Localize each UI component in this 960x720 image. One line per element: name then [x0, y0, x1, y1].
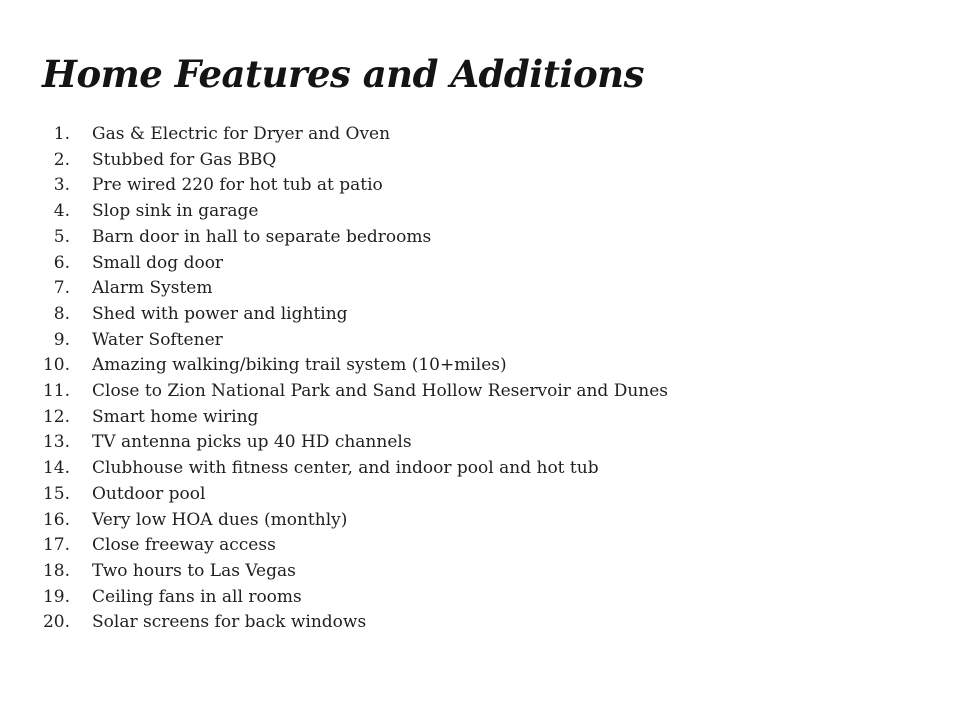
list-item [0, 225, 668, 251]
list-item [0, 533, 668, 559]
list-item-number: 16. [42, 509, 70, 530]
list-item [0, 302, 668, 328]
list-item-text: Two hours to Las Vegas [92, 560, 296, 581]
list-item-number: 11. [42, 381, 70, 402]
list-item-text: Smart home wiring [92, 406, 259, 427]
list-item [0, 379, 668, 405]
list-item-number: 12. [42, 406, 70, 427]
list-item [0, 430, 668, 456]
list-item-text: Barn door in hall to separate bedrooms [92, 226, 432, 247]
list-item-number: 9. [53, 329, 70, 350]
list-item [0, 199, 668, 225]
list-item-number: 10. [42, 355, 70, 376]
list-item [0, 559, 668, 585]
features-list [0, 122, 668, 636]
list-item-text: Ceiling fans in all rooms [92, 586, 302, 607]
list-item-number: 3. [53, 175, 70, 196]
list-item [0, 328, 668, 354]
list-item-text: Clubhouse with fitness center, and indoor pool and hot tub [92, 458, 599, 479]
list-item-number: 18. [42, 560, 70, 581]
list-item-text: Shed with power and lighting [92, 303, 348, 324]
list-item-text: Amazing walking/biking trail system (10+miles) [92, 355, 507, 376]
list-item [0, 276, 668, 302]
list-item [0, 482, 668, 508]
list-item-text: Solar screens for back windows [92, 612, 367, 633]
list-item [0, 148, 668, 174]
list-item-text: Very low HOA dues (monthly) [92, 509, 348, 530]
list-item-number: 4. [53, 201, 70, 222]
list-item-number: 19. [42, 586, 70, 607]
list-item-number: 1. [53, 124, 70, 144]
list-item-number: 5. [53, 226, 70, 247]
list-item-text: TV antenna picks up 40 HD channels [92, 432, 412, 453]
list-item-number: 7. [53, 278, 70, 299]
list-item-text: Slop sink in garage [92, 201, 259, 222]
list-item-number: 14. [42, 458, 70, 479]
list-item-number: 2. [53, 149, 70, 170]
list-item-text: Outdoor pool [92, 483, 206, 504]
list-item [0, 251, 668, 277]
list-item-number: 8. [53, 303, 70, 324]
list-item-text: Water Softener [92, 329, 223, 350]
list-item [0, 173, 668, 199]
list-item [0, 585, 668, 611]
list-item-number: 20. [42, 612, 70, 633]
list-item-text: Stubbed for Gas BBQ [92, 149, 277, 170]
list-item-text: Gas & Electric for Dryer and Oven [92, 124, 391, 144]
list-item-number: 13. [42, 432, 70, 453]
list-item [0, 508, 668, 534]
list-item-text: Close freeway access [92, 535, 276, 556]
page-title: Home Features and Additions [42, 52, 644, 96]
list-item-number: 17. [42, 535, 70, 556]
list-item [0, 122, 668, 148]
list-item [0, 456, 668, 482]
list-item [0, 353, 668, 379]
list-item-text: Small dog door [92, 252, 224, 273]
list-item-text: Pre wired 220 for hot tub at patio [92, 175, 383, 196]
list-item-number: 15. [42, 483, 70, 504]
list-item-number: 6. [53, 252, 70, 273]
list-item [0, 405, 668, 431]
list-item-text: Alarm System [92, 278, 213, 299]
list-item [0, 610, 668, 636]
list-item-text: Close to Zion National Park and Sand Hollow Reservoir and Dunes [92, 381, 669, 402]
